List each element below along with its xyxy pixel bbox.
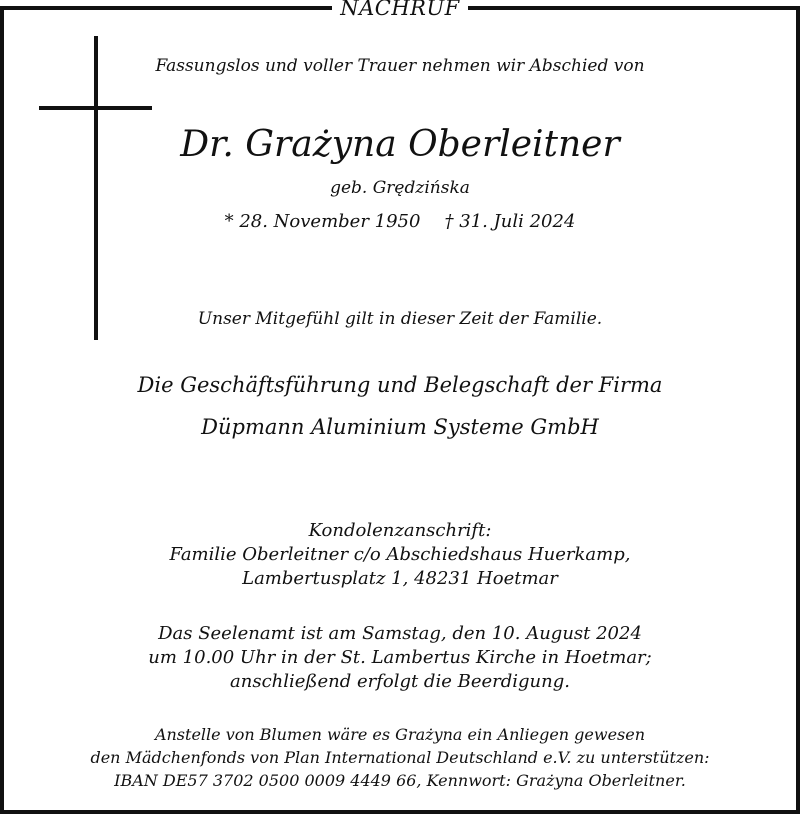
cross-horizontal-bar <box>39 106 152 110</box>
condolence-label: Kondolenzanschrift: <box>308 520 492 541</box>
deceased-name: Dr. Grażyna Oberleitner <box>180 124 620 165</box>
service-line-2: um 10.00 Uhr in der St. Lambertus Kirche in Hoetmar; <box>148 647 652 668</box>
service-info <box>0 622 800 694</box>
donation-line-1: Anstelle von Blumen wäre es Grażyna ein Anliegen gewesen <box>154 725 646 744</box>
obituary-header: NACHRUF <box>340 0 460 20</box>
sender-line-1: Die Geschäftsführung und Belegschaft der Firma <box>137 373 663 397</box>
donation-line-2: den Mädchenfonds von Plan International Deutschland e.V. zu unterstützen: <box>90 748 710 767</box>
sympathy-text: Unser Mitgefühl gilt in dieser Zeit der Familie. <box>197 309 603 329</box>
intro-text: Fassungslos und voller Trauer nehmen wir Abschied von <box>155 56 645 76</box>
maiden-name: geb. Grędzińska <box>330 178 470 198</box>
donation-info <box>0 723 800 792</box>
death-date: † 31. Juli 2024 <box>444 211 576 232</box>
service-line-1: Das Seelenamt ist am Samstag, den 10. August 2024 <box>158 623 642 644</box>
condolence-line-2: Lambertusplatz 1, 48231 Hoetmar <box>242 568 558 589</box>
service-line-3: anschließend erfolgt die Beerdigung. <box>230 671 570 692</box>
sender-company: Düpmann Aluminium Systeme GmbH <box>201 415 599 439</box>
birth-date: * 28. November 1950 <box>224 211 421 232</box>
condolence-line-1: Familie Oberleitner c/o Abschiedshaus Huerkamp, <box>169 544 631 565</box>
condolence-address <box>0 519 800 591</box>
donation-line-3: IBAN DE57 3702 0500 0009 4449 66, Kennwort: Grażyna Oberleitner. <box>114 771 686 790</box>
life-dates <box>0 211 800 232</box>
